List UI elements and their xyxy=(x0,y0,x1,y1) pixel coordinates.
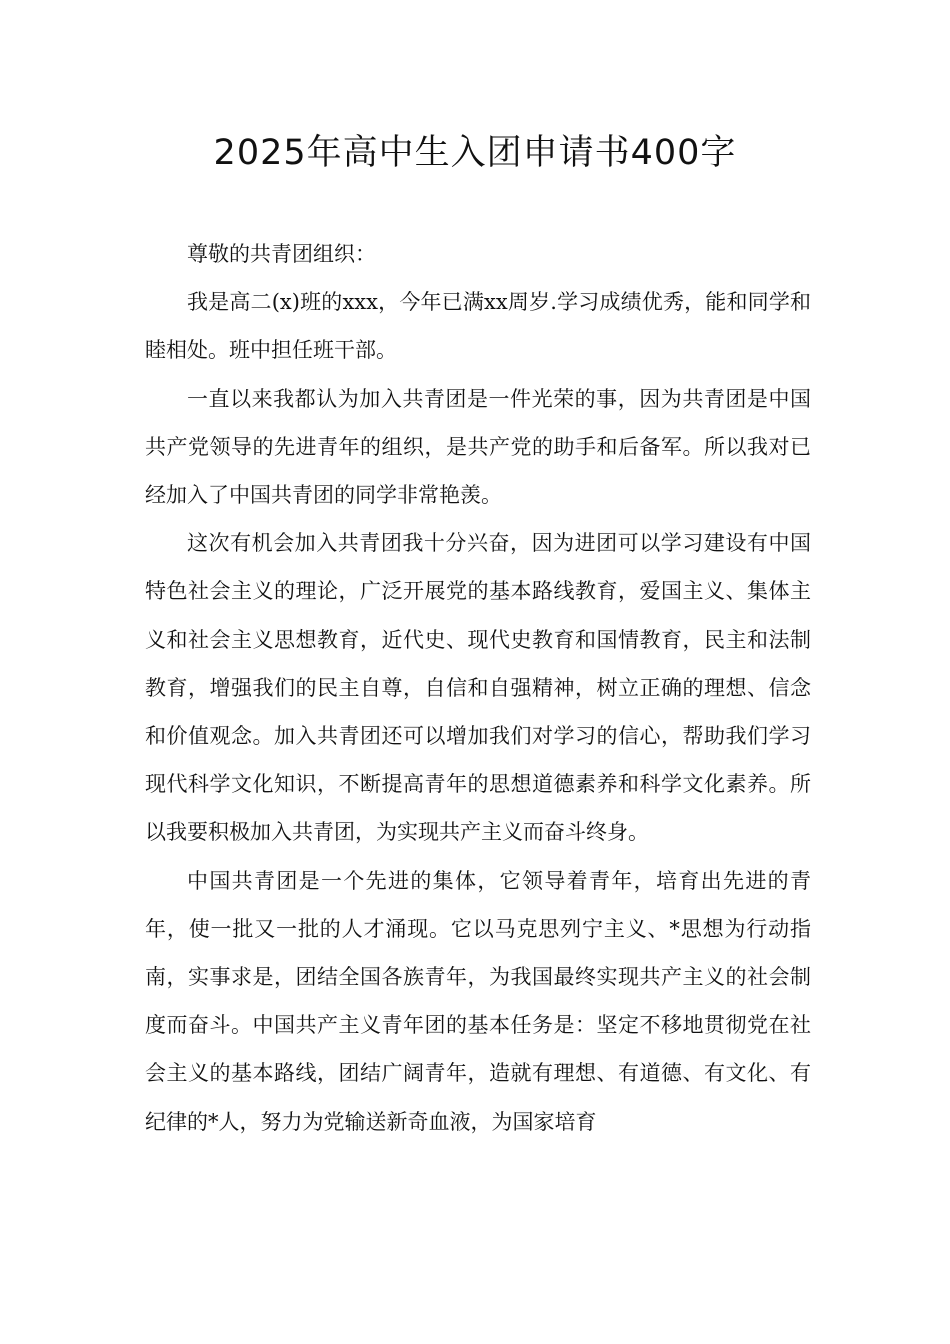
body-paragraph-4: 中国共青团是一个先进的集体，它领导着青年，培育出先进的青年，使一批又一批的人才涌现。它以马克思列宁主义、*思想为行动指南，实事求是，团结全国各族青年，为我国最终实现共产主义的社会制度而奋斗。中国共产主义青年团的基本任务是：坚定不移地贯彻党在社会主义的基本路线，团结广阔青年，造就有理想、有道德、有文化、有纪律的*人，努力为党输送新奇血液，为国家培育 xyxy=(145,868,811,1134)
body-paragraph-1: 我是高二(x)班的xxx，今年已满xx周岁.学习成绩优秀，能和同学和睦相处。班中担任班干部。 xyxy=(145,290,811,363)
salutation-paragraph: 尊敬的共青团组织： xyxy=(187,242,376,266)
document-body xyxy=(145,230,811,1146)
body-paragraph-3: 这次有机会加入共青团我十分兴奋，因为进团可以学习建设有中国特色社会主义的理论，广泛开展党的基本路线教育，爱国主义、集体主义和社会主义思想教育，近代史、现代史教育和国情教育，民主和法制教育，增强我们的民主自尊，自信和自强精神，树立正确的理想、信念和价值观念。加入共青团还可以增加我们对学习的信心，帮助我们学习现代科学文化知识，不断提高青年的思想道德素养和科学文化素养。所以我要积极加入共青团，为实现共产主义而奋斗终身。 xyxy=(145,531,811,845)
document-title: 2025年高中生入团申请书400字 xyxy=(213,133,737,173)
body-paragraph-2: 一直以来我都认为加入共青团是一件光荣的事，因为共青团是中国共产党领导的先进青年的组织，是共产党的助手和后备军。所以我对已经加入了中国共青团的同学非常艳羡。 xyxy=(145,386,811,508)
